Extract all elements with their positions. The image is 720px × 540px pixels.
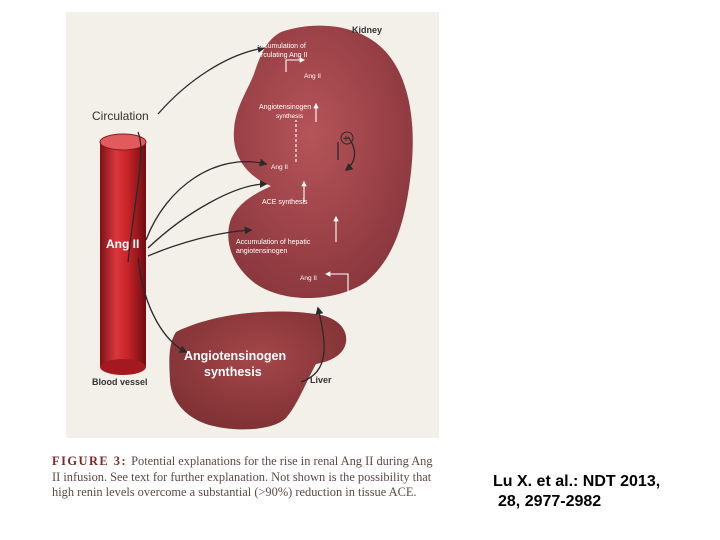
citation-line2: 28, 2977-2982 bbox=[498, 493, 602, 510]
citation-line1: Lu X. et al.: NDT 2013, bbox=[493, 473, 661, 490]
liver-label: Liver bbox=[310, 375, 332, 385]
plus-sign: + bbox=[343, 134, 349, 145]
figure-panel bbox=[66, 12, 439, 438]
hepatic-label-line1: Accumulation of hepatic bbox=[236, 239, 311, 246]
figure-diagram bbox=[66, 12, 439, 438]
accum-label-line1: Accumulation of bbox=[256, 43, 306, 50]
citation bbox=[493, 472, 708, 512]
accum-label-line2: circulating Ang II bbox=[256, 52, 308, 59]
hepatic-label-line2: angiotensinogen bbox=[236, 248, 288, 255]
figure-caption bbox=[52, 454, 437, 501]
ang-ii-mid-label: Ang II bbox=[271, 164, 288, 171]
agt-synthesis-label-line2: synthesis bbox=[276, 113, 304, 120]
kidney-label: Kidney bbox=[352, 25, 383, 35]
ang-ii-top-label: Ang II bbox=[304, 73, 321, 80]
caption-text: Potential explanations for the rise in renal Ang II during Ang II infusion. See text for further explanation. Not shown is the possibility that high renin levels overcome a substantial (>90%) reduction in tissue ACE. bbox=[52, 454, 433, 500]
caption-figure-label: FIGURE 3: bbox=[52, 454, 128, 468]
ang-ii-low-label: Ang II bbox=[300, 275, 317, 282]
agt-synthesis-label-line1: Angiotensinogen bbox=[259, 104, 312, 111]
liver-synthesis-label-line1: Angiotensinogen bbox=[184, 349, 287, 363]
liver-synthesis-label-line2: synthesis bbox=[204, 365, 262, 379]
ang-ii-vessel-label: Ang II bbox=[106, 237, 140, 251]
ace-synthesis-label: ACE synthesis bbox=[262, 199, 308, 206]
blood-vessel-label: Blood vessel bbox=[92, 377, 148, 387]
circulation-label: Circulation bbox=[92, 109, 149, 123]
